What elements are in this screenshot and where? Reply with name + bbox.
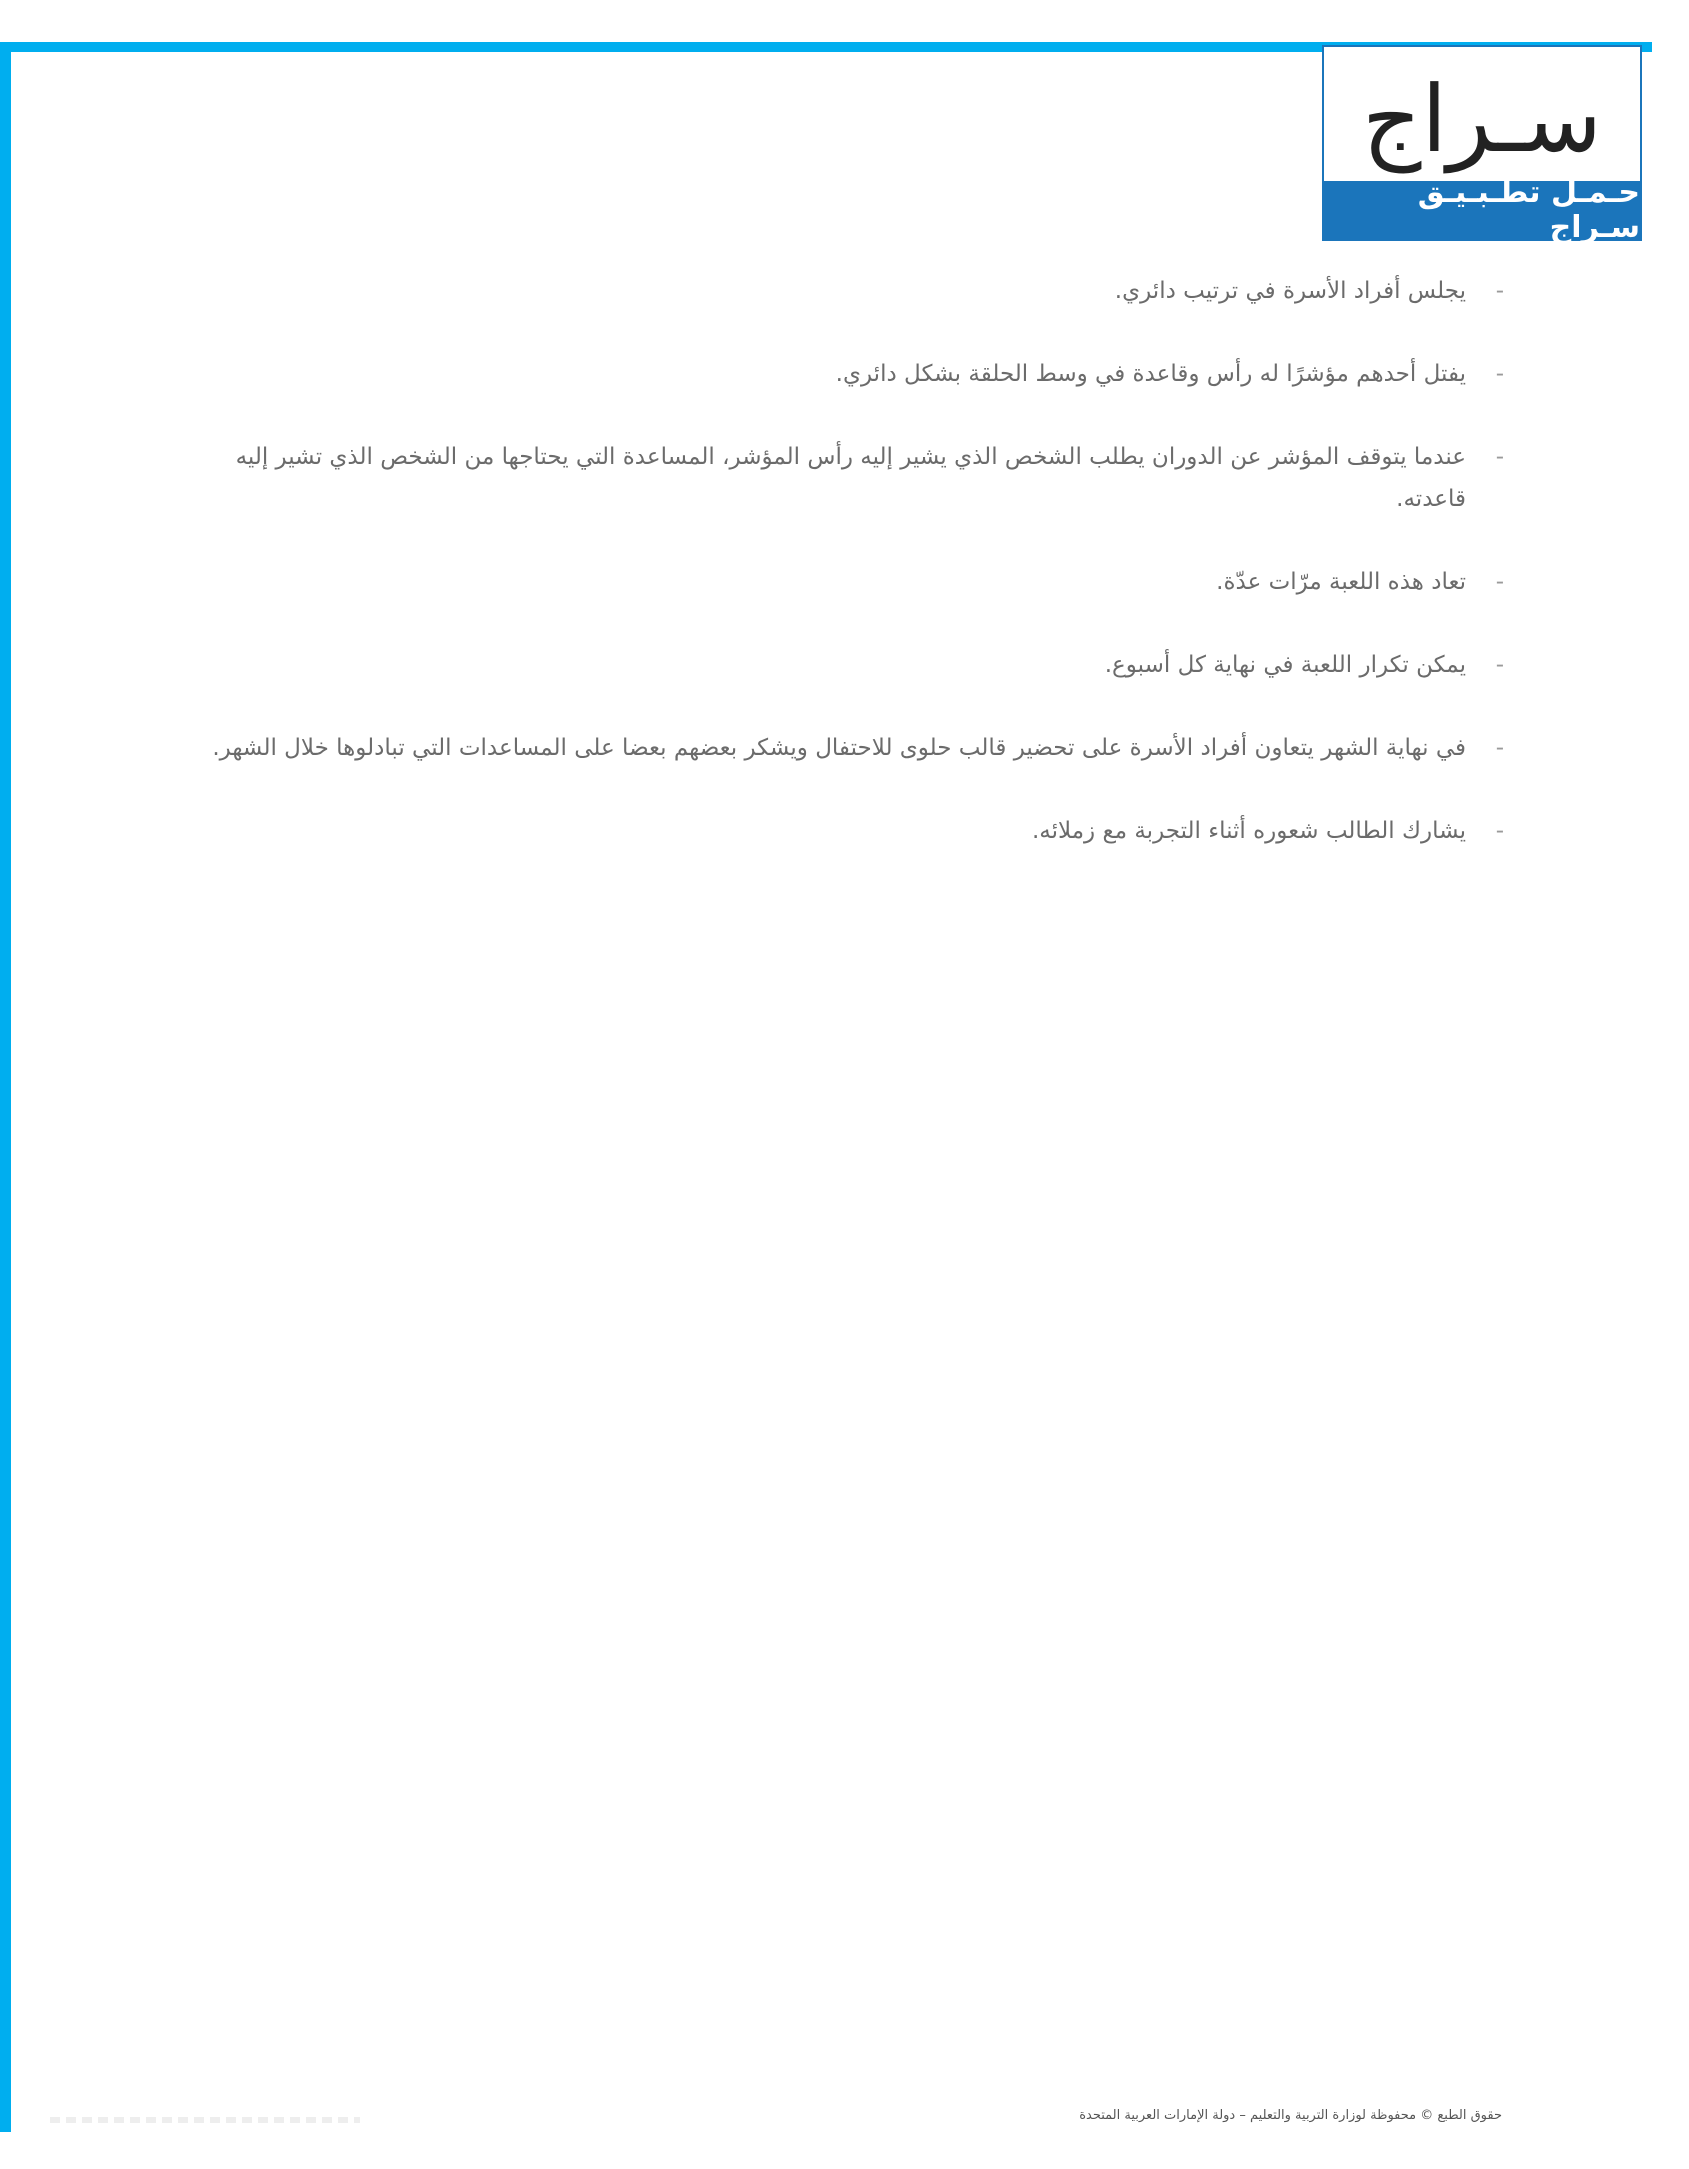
bullet-dash: - xyxy=(1495,652,1504,678)
list-item-text: عندما يتوقف المؤشر عن الدوران يطلب الشخص الذي يشير إليه رأس المؤشر، المساعدة التي يحتاجها من الشخص الذي تشير إليه قاعدته. xyxy=(235,444,1466,512)
siraj-logo[interactable] xyxy=(1322,45,1642,245)
list-item-text: في نهاية الشهر يتعاون أفراد الأسرة على تحضير قالب حلوى للاحتفال ويشكر بعضهم بعضا على المساعدات التي تبادلوها خلال الشهر. xyxy=(212,735,1466,761)
list-item xyxy=(165,810,1504,852)
list-item xyxy=(165,727,1504,769)
list-item xyxy=(165,561,1504,603)
list-item xyxy=(165,644,1504,686)
bullet-dash: - xyxy=(1495,278,1504,304)
download-app-banner[interactable]: حـمـل تطـبـيـق سـراج xyxy=(1324,181,1640,239)
siraj-logo-word: سـراج xyxy=(1362,66,1602,173)
bullet-dash: - xyxy=(1495,818,1504,844)
bullet-dash: - xyxy=(1495,735,1504,761)
activity-steps-list xyxy=(165,270,1504,893)
list-item-text: يجلس أفراد الأسرة في ترتيب دائري. xyxy=(1114,278,1466,304)
page-border-left xyxy=(0,42,11,2132)
list-item-text: يمكن تكرار اللعبة في نهاية كل أسبوع. xyxy=(1104,652,1466,678)
bullet-dash: - xyxy=(1495,361,1504,387)
bullet-dash: - xyxy=(1495,444,1504,470)
copyright-footer: حقوق الطبع © محفوظة لوزارة التربية والتعليم – دولة الإمارات العربية المتحدة xyxy=(1079,2108,1502,2123)
list-item xyxy=(165,436,1504,520)
bullet-dash: - xyxy=(1495,569,1504,595)
list-item xyxy=(165,270,1504,312)
list-item-text: يشارك الطالب شعوره أثناء التجربة مع زملائه. xyxy=(1031,818,1466,844)
list-item-text: تعاد هذه اللعبة مرّات عدّة. xyxy=(1216,569,1466,595)
faint-footer-mark xyxy=(50,2117,360,2123)
list-item xyxy=(165,353,1504,395)
list-item-text: يفتل أحدهم مؤشرًا له رأس وقاعدة في وسط الحلقة بشكل دائري. xyxy=(835,361,1466,387)
